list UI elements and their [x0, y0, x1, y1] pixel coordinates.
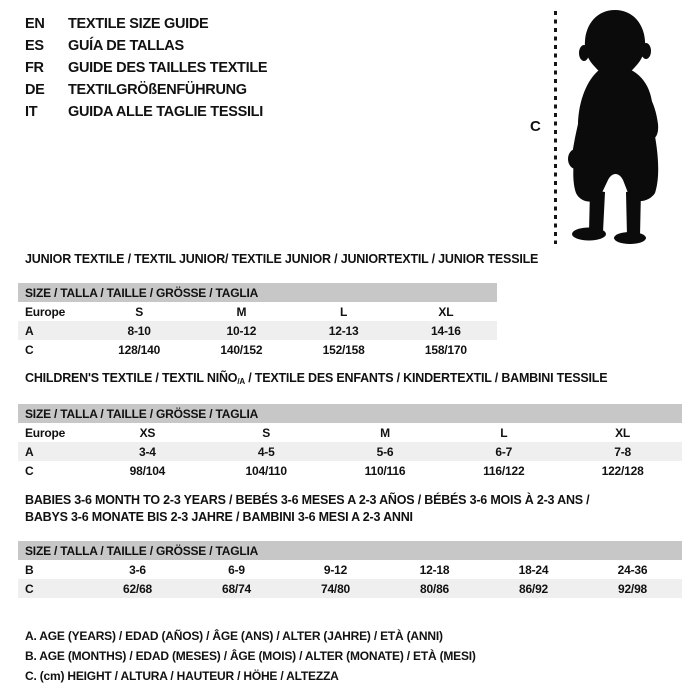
table-cell: 98/104 — [129, 463, 166, 478]
language-list — [25, 13, 267, 123]
table-cell: 116/122 — [483, 463, 525, 478]
section-title-junior: JUNIOR TEXTILE / TEXTIL JUNIOR/ TEXTILE JUNIOR / JUNIORTEXTIL / JUNIOR TESSILE — [25, 252, 539, 266]
table-cell: 9-12 — [323, 562, 348, 577]
row-label: Europe — [25, 425, 66, 440]
row-label: C — [25, 463, 34, 478]
section-title-children — [25, 371, 607, 386]
table-row-months — [18, 560, 682, 579]
table-cell: 86/92 — [518, 581, 549, 596]
table-cell: 3-6 — [129, 562, 146, 577]
table-cell: 12-18 — [419, 562, 450, 577]
table-cell: M — [380, 425, 390, 440]
row-label: B — [25, 562, 34, 577]
legend-line-c: C. (cm) HEIGHT / ALTURA / HAUTEUR / HÖHE / ALTEZZA — [25, 669, 339, 683]
language-row-es — [25, 35, 267, 57]
table-cell: 8-10 — [127, 323, 151, 338]
language-label: GUÍA DE TALLAS — [68, 38, 184, 54]
table-row-age — [18, 321, 497, 340]
section-title-babies-line1: BABIES 3-6 MONTH TO 2-3 YEARS / BEBÉS 3-6 MESES A 2-3 AÑOS / BÉBÉS 3-6 MOIS À 2-3 ANS / — [25, 493, 590, 507]
table-cell: 24-36 — [617, 562, 648, 577]
table-cell: 80/86 — [419, 581, 450, 596]
children-size-table — [18, 404, 682, 480]
table-cell: 14-16 — [431, 323, 461, 338]
table-cell: 110/116 — [364, 463, 406, 478]
table-cell: M — [236, 304, 247, 319]
language-label: TEXTILE SIZE GUIDE — [68, 16, 209, 32]
language-code: DE — [25, 82, 45, 98]
language-code: IT — [25, 104, 38, 120]
table-cell: 140/152 — [220, 342, 263, 357]
table-row-height — [18, 461, 682, 480]
title-part: / TEXTILE DES ENFANTS / KINDERTEXTIL / BAMBINI TESSILE — [244, 371, 608, 385]
table-cell: 7-8 — [614, 444, 631, 459]
table-cell: 128/140 — [118, 342, 161, 357]
table-cell: 158/170 — [424, 342, 467, 357]
title-subscript: /A — [237, 377, 245, 386]
table-cell: 62/68 — [122, 581, 153, 596]
size-header-bar: SIZE / TALLA / TAILLE / GRÖSSE / TAGLIA — [18, 283, 497, 302]
table-cell: L — [340, 304, 348, 319]
table-cell: S — [262, 425, 271, 440]
table-row-height — [18, 579, 682, 598]
row-label: A — [25, 323, 34, 338]
legend — [25, 626, 476, 686]
row-label: A — [25, 444, 34, 459]
language-label: TEXTILGRÖßENFÜHRUNG — [68, 82, 247, 98]
language-row-fr — [25, 57, 267, 79]
height-dotted-line — [554, 11, 557, 244]
table-cell: XS — [139, 425, 156, 440]
language-code: FR — [25, 60, 44, 76]
language-label: GUIDA ALLE TAGLIE TESSILI — [68, 104, 263, 120]
table-cell: 6-9 — [228, 562, 245, 577]
table-cell: 10-12 — [226, 323, 257, 338]
table-cell: 152/158 — [322, 342, 365, 357]
table-cell: XL — [438, 304, 454, 319]
toddler-silhouette-icon — [563, 4, 671, 246]
language-row-en — [25, 13, 267, 35]
size-header-bar: SIZE / TALLA / TAILLE / GRÖSSE / TAGLIA — [18, 541, 682, 560]
table-row-europe — [18, 302, 497, 321]
table-cell: 68/74 — [221, 581, 252, 596]
table-cell: 122/128 — [601, 463, 644, 478]
table-row-age — [18, 442, 682, 461]
language-row-de — [25, 79, 267, 101]
row-label: C — [25, 581, 34, 596]
table-cell: 18-24 — [518, 562, 549, 577]
height-measure-label: C — [530, 118, 541, 135]
table-cell: S — [135, 304, 144, 319]
legend-line-b: B. AGE (MONTHS) / EDAD (MESES) / ÂGE (MOIS) / ALTER (MONATE) / ETÀ (MESI) — [25, 649, 476, 663]
size-header-bar: SIZE / TALLA / TAILLE / GRÖSSE / TAGLIA — [18, 404, 682, 423]
row-label: C — [25, 342, 34, 357]
table-cell: XL — [615, 425, 631, 440]
height-measure-figure — [505, 0, 700, 255]
language-code: EN — [25, 16, 45, 32]
language-row-it — [25, 101, 267, 123]
table-cell: 92/98 — [617, 581, 648, 596]
title-part: CHILDREN'S TEXTILE / TEXTIL NIÑO — [25, 371, 238, 385]
legend-line-a: A. AGE (YEARS) / EDAD (AÑOS) / ÂGE (ANS) / ALTER (JAHRE) / ETÀ (ANNI) — [25, 629, 443, 643]
table-cell: 12-13 — [328, 323, 359, 338]
table-cell: 104/110 — [245, 463, 287, 478]
table-cell: 6-7 — [495, 444, 513, 459]
row-label: Europe — [25, 304, 66, 319]
table-cell: L — [500, 425, 508, 440]
table-row-height — [18, 340, 497, 359]
table-cell: 74/80 — [320, 581, 351, 596]
language-label: GUIDE DES TAILLES TEXTILE — [68, 60, 268, 76]
babies-size-table — [18, 541, 682, 598]
section-title-babies-line2: BABYS 3-6 MONATE BIS 2-3 JAHRE / BAMBINI 3-6 MESI A 2-3 ANNI — [25, 510, 413, 524]
junior-size-table — [18, 283, 497, 359]
table-row-europe — [18, 423, 682, 442]
table-cell: 4-5 — [257, 444, 275, 459]
table-cell: 5-6 — [376, 444, 394, 459]
language-code: ES — [25, 38, 44, 54]
table-cell: 3-4 — [139, 444, 156, 459]
